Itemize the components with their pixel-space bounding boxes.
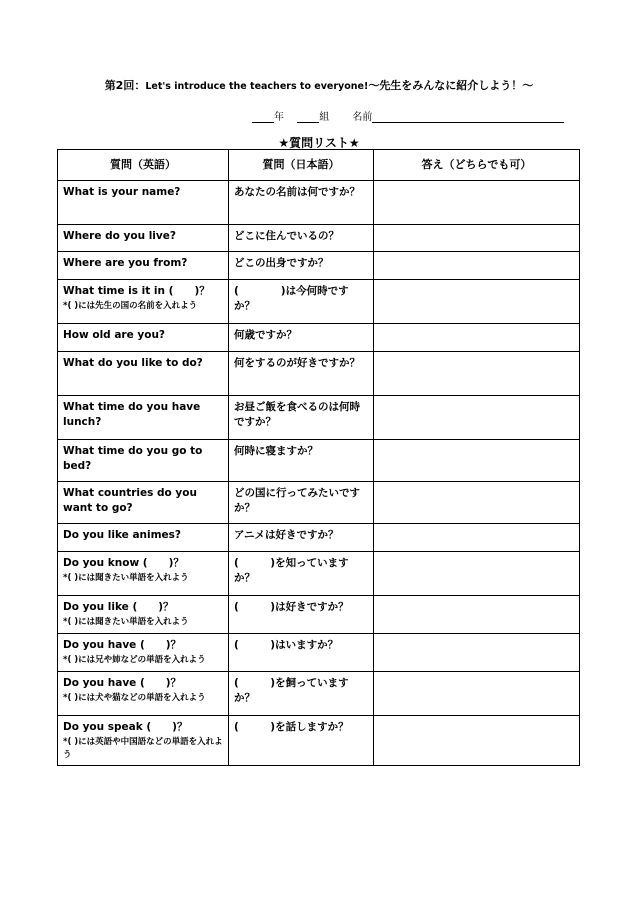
class-label: 組: [319, 112, 330, 123]
question-english: Do you have ( )？: [63, 677, 182, 689]
table-row: [58, 181, 580, 225]
worksheet-title: [0, 77, 638, 93]
table-row: [58, 252, 580, 280]
header-answer: 答え（どちらでも可）: [374, 150, 580, 181]
question-note: *( )には聞きたい単語を入れよう: [63, 573, 189, 584]
question-english: What time do you have lunch?: [63, 401, 201, 429]
table-row: [58, 672, 580, 716]
answer-cell[interactable]: [374, 716, 580, 766]
question-english: Where do you live?: [63, 230, 176, 242]
question-english-cell: [58, 225, 229, 252]
answer-cell[interactable]: [374, 352, 580, 396]
question-japanese: ( )を話しますか？: [229, 716, 374, 766]
table-header-row: [58, 150, 580, 181]
lesson-prefix: 第2回：: [104, 79, 146, 92]
header-question-english: 質問（英語）: [58, 150, 229, 181]
question-english: What time is it in ( )？: [63, 285, 210, 297]
question-japanese: ( )は好きですか？: [229, 596, 374, 634]
question-note: *( )には英語や中国語などの単語を入れよう: [63, 737, 223, 760]
answer-cell[interactable]: [374, 396, 580, 440]
question-english: What is your name?: [63, 186, 181, 198]
table-row: [58, 552, 580, 596]
question-english-cell: [58, 524, 229, 552]
question-english: What do you like to do?: [63, 357, 203, 369]
answer-cell[interactable]: [374, 280, 580, 324]
table-row: [58, 482, 580, 524]
answer-cell[interactable]: [374, 252, 580, 280]
question-japanese: ( )を飼っていますか？: [229, 672, 374, 716]
answer-cell[interactable]: [374, 524, 580, 552]
answer-cell[interactable]: [374, 596, 580, 634]
question-english-cell: [58, 440, 229, 482]
student-info-line: [252, 108, 564, 123]
question-english-cell: [58, 280, 229, 324]
table-row: [58, 596, 580, 634]
question-japanese: ( )を知っていますか？: [229, 552, 374, 596]
question-english-cell: [58, 596, 229, 634]
table-row: [58, 524, 580, 552]
year-label: 年: [274, 112, 284, 123]
question-english: What time do you go to bed?: [63, 445, 203, 473]
question-english-cell: [58, 482, 229, 524]
question-japanese: どこの出身ですか？: [229, 252, 374, 280]
table-row: [58, 440, 580, 482]
question-english-cell: [58, 552, 229, 596]
table-row: [58, 280, 580, 324]
question-english-cell: [58, 396, 229, 440]
question-note: *( )には犬や猫などの単語を入れよう: [63, 693, 206, 704]
year-blank[interactable]: [252, 111, 274, 123]
table-row: [58, 634, 580, 672]
question-english-cell: [58, 634, 229, 672]
question-japanese: どの国に行ってみたいですか？: [229, 482, 374, 524]
question-english-cell: [58, 252, 229, 280]
answer-cell[interactable]: [374, 324, 580, 352]
header-question-japanese: 質問（日本語）: [229, 150, 374, 181]
question-english: Do you like ( )？: [63, 601, 174, 613]
question-english: What countries do you want to go?: [63, 487, 197, 515]
table-row: [58, 716, 580, 766]
table-row: [58, 396, 580, 440]
question-english: Do you know ( )？: [63, 557, 184, 569]
question-english-cell: [58, 181, 229, 225]
question-english-cell: [58, 672, 229, 716]
question-english: Do you like animes?: [63, 529, 182, 541]
table-row: [58, 324, 580, 352]
question-note: *( )には兄や姉などの単語を入れよう: [63, 655, 206, 666]
question-english: How old are you?: [63, 329, 166, 341]
question-japanese: お昼ご飯を食べるのは何時ですか？: [229, 396, 374, 440]
question-english-cell: [58, 352, 229, 396]
table-row: [58, 352, 580, 396]
question-table: [57, 149, 580, 766]
answer-cell[interactable]: [374, 440, 580, 482]
question-japanese: アニメは好きですか？: [229, 524, 374, 552]
question-english-cell: [58, 716, 229, 766]
class-blank[interactable]: [297, 111, 319, 123]
question-japanese: ( )はいますか？: [229, 634, 374, 672]
lesson-title-english: Let's introduce the teachers to everyone!: [145, 81, 369, 92]
question-japanese: 何をするのが好きですか？: [229, 352, 374, 396]
question-note: *( )には聞きたい単語を入れよう: [63, 617, 189, 628]
question-japanese: 何時に寝ますか？: [229, 440, 374, 482]
question-japanese: どこに住んでいるの？: [229, 225, 374, 252]
question-english: Do you have ( )？: [63, 639, 182, 651]
answer-cell[interactable]: [374, 225, 580, 252]
question-japanese: ( )は今何時ですか？: [229, 280, 374, 324]
table-row: [58, 225, 580, 252]
answer-cell[interactable]: [374, 552, 580, 596]
name-label: 名前: [352, 112, 373, 123]
answer-cell[interactable]: [374, 634, 580, 672]
answer-cell[interactable]: [374, 181, 580, 225]
question-english: Where are you from?: [63, 257, 188, 269]
lesson-title-japanese: 〜先生をみんなに紹介しよう！〜: [368, 79, 534, 92]
answer-cell[interactable]: [374, 482, 580, 524]
question-note: *( )には先生の国の名前を入れよう: [63, 301, 198, 312]
question-japanese: あなたの名前は何ですか？: [229, 181, 374, 225]
name-blank[interactable]: [372, 111, 564, 123]
question-english-cell: [58, 324, 229, 352]
question-japanese: 何歳ですか？: [229, 324, 374, 352]
answer-cell[interactable]: [374, 672, 580, 716]
question-english: Do you speak ( )？: [63, 721, 188, 733]
question-list-title: ★質問リスト★: [278, 136, 360, 150]
